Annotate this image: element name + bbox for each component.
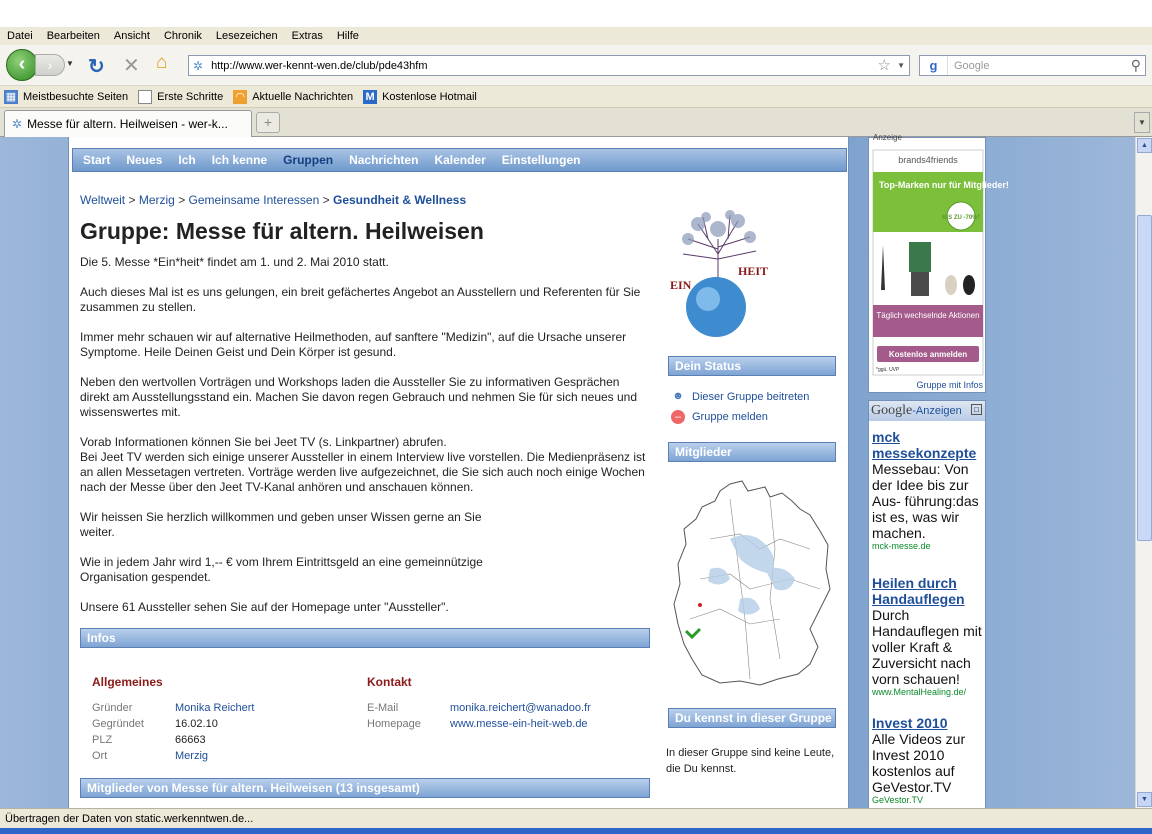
msn-icon: M [363, 90, 377, 104]
founder-link[interactable]: Monika Reichert [175, 702, 255, 714]
members-header: Mitglieder [668, 442, 836, 462]
menu-extras[interactable]: Extras [291, 30, 323, 42]
history-dropdown-icon[interactable]: ▼ [66, 59, 74, 68]
description-paragraph: Die 5. Messe *Ein*heit* findet am 1. und 2. Mai 2010 statt. [80, 255, 389, 269]
bookmark-meistbesuchte[interactable]: ▦ Meistbesuchte Seiten [5, 90, 129, 103]
user-add-icon: ☻ [672, 390, 684, 402]
zip-label: PLZ [92, 734, 113, 746]
bookmark-nachrichten[interactable]: ◠ Aktuelle Nachrichten [233, 90, 353, 104]
forward-button[interactable] [35, 54, 65, 76]
menu-hilfe[interactable]: Hilfe [336, 30, 359, 42]
ad-url[interactable]: www.MentalHealing.de/ [872, 687, 967, 697]
tab-list-button[interactable]: ▼ [1134, 112, 1150, 133]
ad-url[interactable]: GeVestor.TV [872, 795, 924, 805]
ad-description: Messebau: Von der Idee bis zur Aus- führung:das ist es, was wir machen. [872, 461, 979, 541]
description-paragraph: Neben den wertvollen Vorträgen und Workshops laden die Aussteller Sie zu informativen Gesprächen direkt am Ausstellungsstand ein. Machen Sie davon regen Gebrauch und nehmen Sie für sich neues und wissenswertes mit. [80, 375, 638, 419]
ad-logo-text: brands4friends [898, 155, 958, 165]
taskbar-edge [0, 828, 1152, 834]
home-icon[interactable]: ⌂ [156, 52, 168, 73]
page-viewport [0, 133, 1135, 808]
google-logo: Google [871, 403, 913, 418]
tab-bar [0, 108, 1152, 137]
ad-badge: BIS ZU -70%* [942, 215, 980, 221]
report-group-link[interactable]: – Gruppe melden [671, 410, 768, 424]
breadcrumb-interessen[interactable]: Gemeinsame Interessen [188, 193, 320, 207]
general-heading: Allgemeines [92, 675, 163, 689]
homepage-link[interactable]: www.messe-ein-heit-web.de [450, 718, 588, 730]
arrow-right-icon: › [47, 57, 53, 73]
page-icon [138, 90, 152, 104]
status-text: Übertragen der Daten von static.werkenntwen.de... [5, 812, 254, 825]
city-label: Ort [92, 750, 108, 762]
nav-einstellungen[interactable]: Einstellungen [501, 153, 581, 167]
url-text[interactable]: http://www.wer-kennt-wen.de/club/pde43hfm [211, 59, 428, 72]
founder-label: Gründer [92, 702, 133, 714]
rss-icon: ◠ [233, 90, 247, 104]
breadcrumb [80, 193, 466, 207]
breadcrumb-weltweit[interactable]: Weltweit [80, 193, 126, 207]
infos-header: Infos [80, 628, 650, 648]
ad-note: *ggü. UVP [876, 367, 900, 373]
ad-description: Alle Videos zur Invest 2010 kostenlos auf GeVestor.TV [872, 731, 966, 795]
menu-chronik[interactable]: Chronik [163, 30, 202, 42]
breadcrumb-separator: > [128, 193, 136, 207]
ad-info-icon[interactable]: □ [971, 404, 982, 415]
description-paragraph: Auch dieses Mal ist es uns gelungen, ein breit gefächertes Angebot an Ausstellern und Referenten für Sie zusammen zu stellen. [80, 285, 641, 314]
description-paragraph: Unsere 61 Aussteller sehen Sie auf der Homepage unter "Aussteller". [80, 600, 449, 614]
ad-title[interactable]: Heilen durch Handauflegen [872, 575, 965, 607]
homepage-label: Homepage [367, 718, 421, 730]
ad-description: Durch Handauflegen mit voller Kraft & Zuversicht nach vorn schauen! [872, 607, 982, 687]
new-tab-button[interactable]: + [256, 112, 280, 133]
status-header: Dein Status [668, 356, 836, 376]
bookmark-erste-schritte[interactable]: Erste Schritte [138, 90, 223, 104]
breadcrumb-separator: > [322, 193, 330, 207]
breadcrumb-separator: > [178, 193, 186, 207]
search-icon[interactable]: ⚲ [1130, 57, 1141, 73]
site-navigation [72, 148, 847, 172]
stop-icon[interactable]: ✕ [123, 55, 140, 77]
brands4friends-ad[interactable] [868, 133, 1009, 393]
search-bar[interactable] [919, 55, 1146, 76]
group-logo-image [668, 209, 768, 341]
site-favicon-icon: ✲ [193, 58, 204, 73]
url-dropdown-icon[interactable]: ▼ [897, 61, 905, 70]
ad-footer-link[interactable]: Gruppe mit Infos [916, 380, 983, 390]
menu-bearbeiten[interactable]: Bearbeiten [46, 30, 100, 42]
navigation-toolbar [0, 45, 1152, 86]
city-link[interactable]: Merzig [175, 750, 209, 762]
ad-url[interactable]: mck-messe.de [872, 541, 931, 551]
no-friends-text: In dieser Gruppe sind keine Leute, die Du kennst. [666, 747, 835, 775]
page-title: Gruppe: Messe für altern. Heilweisen [80, 218, 484, 244]
join-group-link[interactable]: ☻ Dieser Gruppe beitreten [672, 390, 810, 403]
members-list-header: Mitglieder von Messe für altern. Heilweisen (13 insgesamt) [80, 778, 650, 798]
menu-ansicht[interactable]: Ansicht [113, 30, 150, 42]
ad-daily-text: Täglich wechselnde Aktionen [876, 311, 980, 320]
description-paragraph: Immer mehr schauen wir auf alternative Heilmethoden, auf sanftere "Medizin", auf die Ursache unserer Symptome. Heile Deinen Geist und Dein Körper ist gesund. [80, 330, 627, 359]
tab-title: Messe für altern. Heilweisen - wer-k... [27, 117, 228, 131]
ad-banner-image[interactable] [873, 150, 1009, 375]
ad-label: Anzeige [873, 133, 902, 142]
menu-datei[interactable]: Datei [7, 30, 33, 42]
ad-headline: Top-Marken nur für Mitglieder! [879, 180, 1009, 190]
bookmark-hotmail[interactable]: M Kostenlose Hotmail [363, 90, 477, 104]
logo-text-left: EIN [670, 278, 692, 292]
arrow-left-icon: ‹ [18, 53, 26, 75]
logo-text-right: HEIT [738, 264, 769, 278]
reload-icon[interactable]: ↻ [88, 56, 105, 78]
vertical-scrollbar[interactable] [1135, 137, 1152, 808]
email-label: E-Mail [367, 702, 399, 714]
menu-lesezeichen[interactable]: Lesezeichen [215, 30, 278, 42]
google-ad-item[interactable] [869, 715, 985, 805]
nav-nachrichten[interactable]: Nachrichten [349, 153, 419, 167]
description-paragraph: Vorab Informationen können Sie bei Jeet TV (s. Linkpartner) abrufen. Bei Jeet TV werden sich einige unserer Aussteller in einem Interview live vorstellen. Die Medienpräsenz ist an allen Messetagen vertreten. Vorträge werden live aufgezeichnet, die Sie sich auch noch einige Wochen nach der Messe über den Jeet TV-Kanal anhören und anschauen können. [80, 435, 646, 494]
google-ads-box [868, 400, 986, 810]
breadcrumb-merzig[interactable]: Merzig [138, 193, 175, 207]
window-top [0, 0, 1152, 27]
contact-heading: Kontakt [367, 675, 412, 689]
google-ads-label[interactable]: -Anzeigen [912, 405, 962, 417]
description-paragraph: Wie in jedem Jahr wird 1,-- € vom Ihrem Eintrittsgeld an eine gemeinnützige Organisation gespendet. [80, 555, 483, 584]
google-ad-item[interactable] [869, 575, 985, 697]
friends-header: Du kennst in dieser Gruppe [668, 708, 836, 728]
nav-start[interactable]: Start [83, 153, 111, 167]
nav-kalender[interactable]: Kalender [434, 153, 486, 167]
scroll-down-icon[interactable]: ▼ [1137, 792, 1152, 807]
bookmarks-bar [0, 86, 1152, 108]
description-paragraph: Wir heissen Sie herzlich willkommen und geben unser Wissen gerne an Sie weiter. [80, 510, 482, 539]
url-bar[interactable] [188, 55, 910, 76]
founded-value: 16.02.10 [175, 718, 218, 730]
google-engine-icon[interactable]: g [920, 56, 948, 75]
email-link[interactable]: monika.reichert@wanadoo.fr [450, 702, 591, 714]
bookmark-star-icon[interactable]: ☆ [877, 57, 891, 74]
site-favicon-icon: ✲ [12, 117, 23, 131]
founded-label: Gegründet [92, 718, 144, 730]
germany-members-map [670, 479, 834, 689]
ad-title[interactable]: mck messekonzepte [872, 429, 977, 461]
menu-bar [0, 27, 1152, 45]
ad-signup-button[interactable]: Kostenlos anmelden [888, 350, 968, 359]
ad-title[interactable]: Invest 2010 [872, 715, 948, 731]
nav-ich-kenne[interactable]: Ich kenne [211, 153, 268, 167]
nav-ich[interactable]: Ich [178, 153, 196, 167]
page-content [68, 137, 849, 808]
scroll-thumb[interactable] [1137, 215, 1152, 541]
folder-icon: ▦ [5, 90, 17, 103]
group-description [80, 255, 648, 630]
zip-value: 66663 [175, 734, 206, 746]
back-button[interactable] [6, 49, 38, 81]
status-bar [0, 808, 1152, 828]
tab-active[interactable] [4, 110, 252, 137]
report-icon: – [671, 410, 685, 424]
google-ad-item[interactable] [869, 429, 985, 551]
google-ads-header [869, 401, 985, 421]
nav-gruppen[interactable]: Gruppen [283, 153, 334, 167]
scroll-up-icon[interactable]: ▲ [1137, 138, 1152, 153]
breadcrumb-current[interactable]: Gesundheit & Wellness [332, 193, 467, 207]
search-input[interactable]: Google [954, 59, 990, 72]
nav-neues[interactable]: Neues [126, 153, 163, 167]
